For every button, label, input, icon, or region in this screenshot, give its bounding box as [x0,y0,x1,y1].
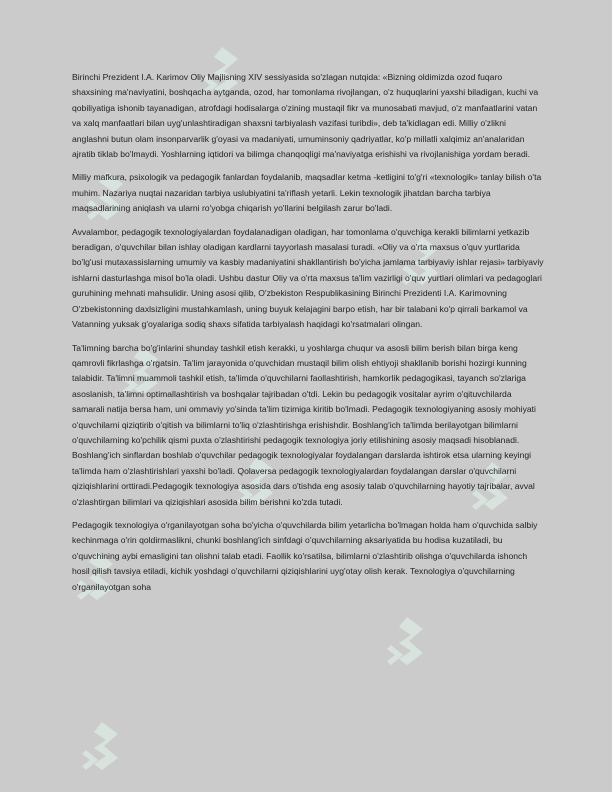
paragraph: Milliy mafkura, psixologik va pedagogik fanlardan foydalanib, maqsadlar ketma -ketligini to'g'ri «texnologik» tanlay bilish o'ta muhim. Nazariya nuqtai nazaridan tarbiya uslubiyatini ta'riflash yetarli. Lekin texnologik jihatdan barcha tarbiya maqsadlarining aniqlash va ularni ro'yobga chiqarish yo'llarini belgilash zarur bo'ladi. [72,172,542,214]
document-body [72,70,544,603]
watermark-logo-icon [80,720,120,782]
paragraph: Ta'limning barcha bo'g'inlarini shunday tashkil etish kerakki, u yoshlarga chuqur va asosli bilim berish bilan birga keng qamrovli fikrlashga o'rgatsin. Ta'lim jarayonida o'quvchidan mustaqil bilim olish ehtiyoji shakllanib borishi hozirgi kunning talabidir. Ta'limni muammoli tashkil etish, ta'limda o'quvchilarni faollashtirish, hamkorlik pedagogikasi, tayanch so'zlariga asoslanish, ta'limni optimallashtirish va boshqalar tajribadan o'tdi. Lekin bu pedagogik vositalar ayrim o'qituvchilarda samarali natija bersa ham, uni ommaviy yo'sinda ta'lim tizimiga kiritib bo'lmadi. Pedagogik texnologiyaning asosiy mohiyati o'quvchilarni qiziqtirib o'qitish va bilimlarni to'liq o'zlashtirishga erishishdir. Boshlang'ich ta'limda berilayotgan bilimlarni o'quvchilarning ko'pchilik qismi puxta o'zlashtirishi pedagogik texnologiya joriy etilishining asosiy maqsadi hisoblanadi. Boshlang'ich sinflardan boshlab o'quvchilar pedagogik texnologiyalar foydalangan darslarda ishtirok etsa ularning keyingi ta'limda ham o'zlashtirishlari yaxshi bo'ladi. Qolaversa pedagogik texnologiyalardan foydalangan darslar o'quvchilarni qiziqishlarini orttiradi.Pedagogik texnologiya asosida dars o'tishda eng asosiy talab o'quvchilarning hayotiy tajribalar, avval o'zlashtirgan bilimlari va qiziqishlari asosida bilim berishni ko'zda tutadi. [72,342,536,507]
paragraph: Pedagogik texnologiya o'rganilayotgan soha bo'yicha o'quvchilarda bilim yetarlicha bo'lmagan holda ham o'quvchida salbiy kechinmaga o'rin qoldirmaslikni, chunki boshlang'ich sinfdagi o'quvchilarning aksariyatida bu hodisa kuzatiladi, bu o'quvchining aybi emasligini tan olishni talab etadi. Faollik ko'rsatilsa, bilimlarni o'zlashtirib olishga o'quvchilarda ishonch hosil qilish tavsiya etiladi, kichik yoshdagi o'quvchilarni qiziqishlarini uyg'otay olish kerak. Texnologiya o'quvchilarning o'rganilayotgan soha [72,519,538,592]
paragraph: Avvalambor, pedagogik texnologiyalardan foydalanadigan oladigan, har tomonlama o'quvchiga kerakli bilimlarni yetkazib beradigan, o'quvchilar bilan ishlay oladigan kardlarni tayyorlash masalasi turadi. «Oliy va o'rta maxsus o'quv yurtlarida bo'lg'usi mutaxassislarning umumiy va kasbiy madaniyatini shakllantirish bo'yicha jamlama tarbiyaviy ishlar rejasi» tarbiyaviy ishlarni dasturlashga misol bo'la oladi. Ushbu dastur Oliy va o'rta maxsus ta'lim vazirligi o'quv yurtlari olimlari va pedagoglari guruhining mehnati mahsulidir. Uning asosi qilib, O'zbekiston Respublikasining Birinchi Prezidenti I.A. Karimovning O'zbekistonning daxlsizligini mustahkamlash, uning buyuk kelajagini barpo etish, har bir talabani ko'p qirrali barkamol va Vatanning yuksak g'oyalariga sodiq shaxs sifatida tarbiyalash haqidagi ko'rsatmalari olingan. [72,226,544,330]
paragraph: Birinchi Prezident I.A. Karimov Oliy Majlisning XIV sessiyasida so'zlagan nutqida: «Bizning oldimizda ozod fuqaro shaxsining ma'naviyatini, boshqacha aytganda, ozod, har tomonlama rivojlangan, o'z huquqlarini yaxshi biladigan, kuchi va qobiliyatiga ishonib tayanadigan, atrofdagi hodisalarga o'zining mustaqil fikr va munosabati mavjud, o'z manfaatlarini vatan va xalq manfaatlari bilan uyg'unlashtiradigan shaxsni tarbiyalash vazifasi turibdi», deb ta'kidlagan edi. Milliy o'zlikni anglashni butun olam insonparvarlik g'oyasi va madaniyati, umuminsoniy qadriyatlar, ko'p millatli xalqimiz an'analaridan ajratib tiklab bo'lmaydi. Yoshlarning iqtidori va bilimga chanqoqligi ma'naviyatga erishishi va rivojlanishiga yordam beradi. [72,72,539,160]
watermark-logo-icon [385,615,425,677]
